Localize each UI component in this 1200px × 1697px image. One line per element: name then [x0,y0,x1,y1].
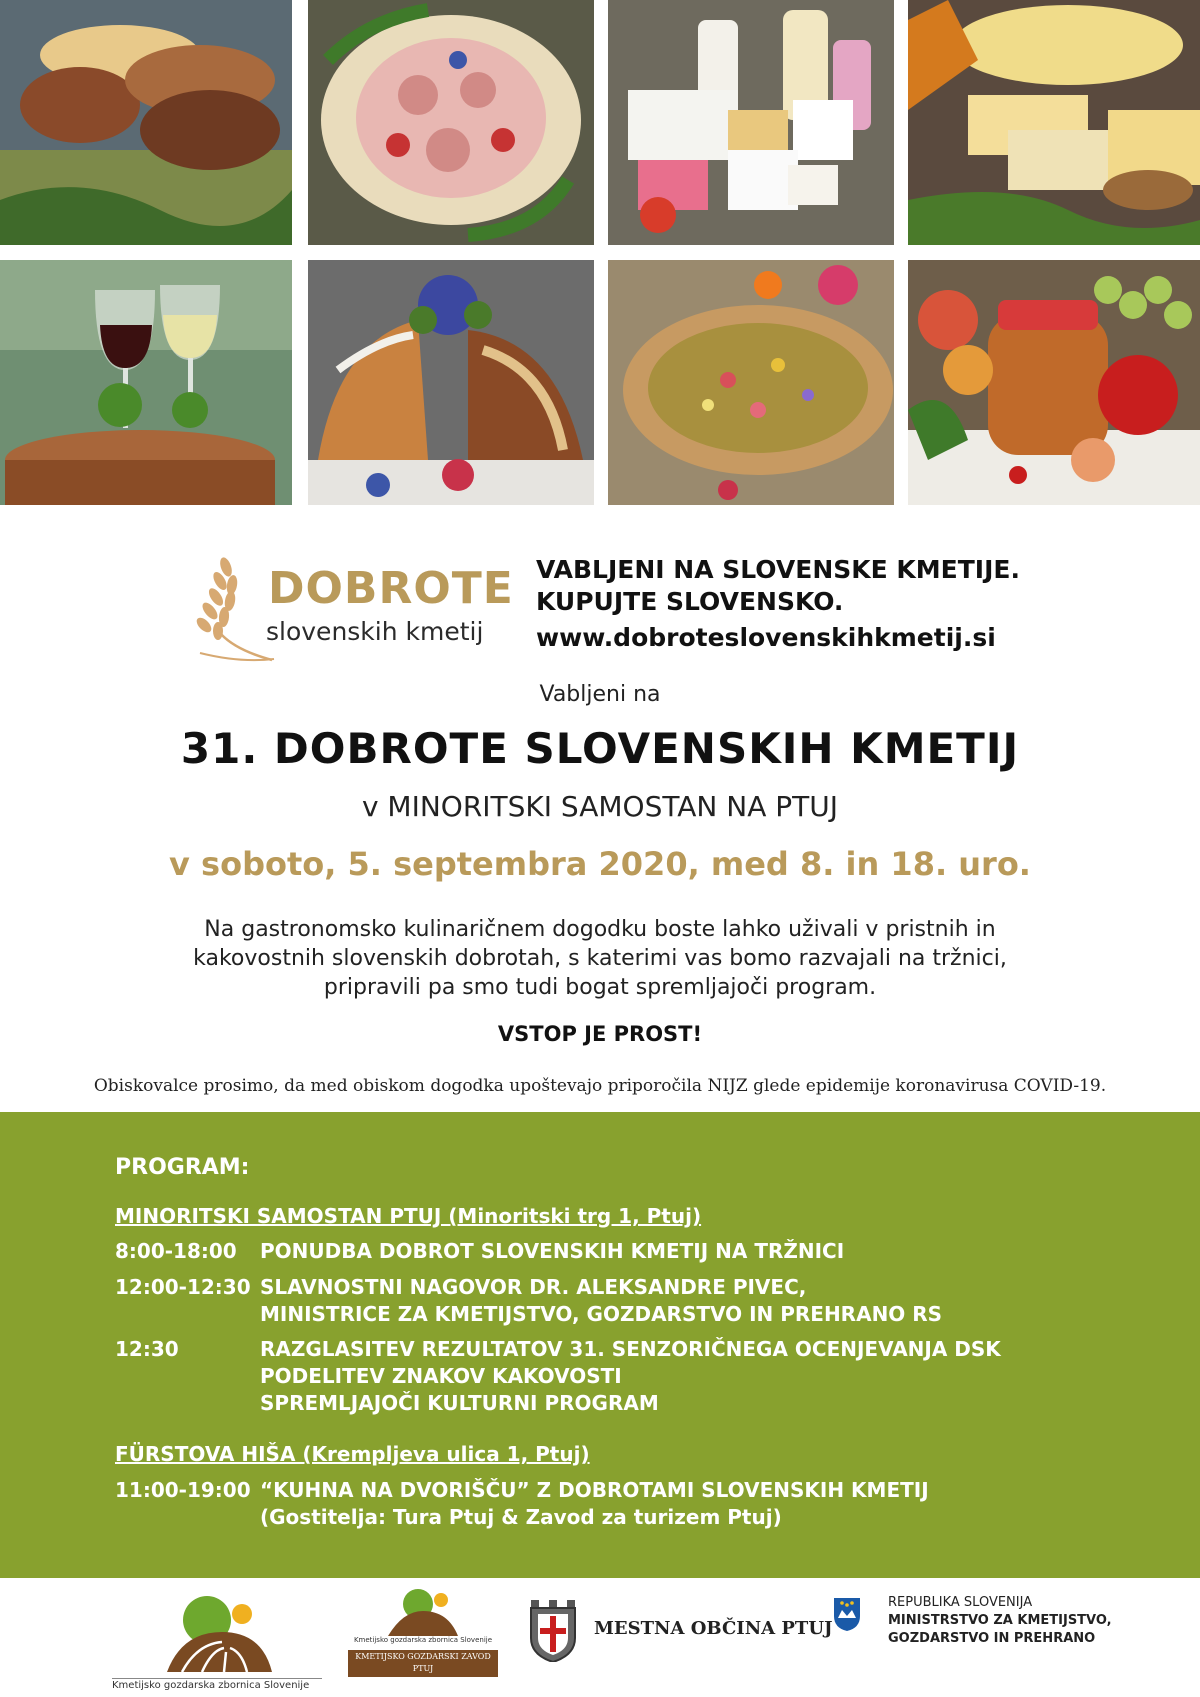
flower-tea-bowl-photo [608,260,894,505]
program-desc [260,1336,1160,1417]
program-line: SLAVNOSTNI NAGOVOR DR. ALEKSANDRE PIVEC, [260,1275,807,1299]
program-desc [260,1238,1160,1265]
jam-jar-photo [908,260,1200,505]
wheat-icon [190,555,275,670]
ministry-line1: REPUBLIKA SLOVENIJA [888,1595,1033,1610]
invite-text: Vabljeni na [539,682,661,707]
program-time: 12:00-12:30 [115,1275,251,1299]
venue-minoritski: MINORITSKI SAMOSTAN PTUJ (Minoritski trg 1, Ptuj) [115,1204,702,1228]
ptuj-logo [528,1600,833,1670]
program-desc [260,1274,1160,1328]
kgz-bottom-label [348,1650,498,1677]
dobrote-logo [190,555,514,665]
photo-grid [0,0,1200,505]
event-description [0,915,1200,1002]
description-line: kakovostnih slovenskih dobrotah, s katerimi vas bomo razvajali na tržnici, [193,946,1007,971]
program-line: “KUHNA NA DVORIŠČU” Z DOBROTAMI SLOVENSKIH KMETIJ [260,1478,929,1502]
program-line: RAZGLASITEV REZULTATOV 31. SENZORIČNEGA OCENJEVANJA DSK [260,1337,1001,1361]
kgzs-label: Kmetijsko gozdarska zbornica Slovenije [112,1678,322,1691]
event-location: v MINORITSKI SAMOSTAN NA PTUJ [361,790,839,823]
wine-glasses-photo [0,260,292,505]
cheese-photo [908,0,1200,245]
sponsor-logos [0,1578,1200,1697]
potica-cake-photo [308,260,594,505]
program-line: MINISTRICE ZA KMETIJSTVO, GOZDARSTVO IN PREHRANO RS [260,1302,943,1326]
program-time: 12:30 [115,1337,179,1361]
kgzs-logo [112,1592,322,1692]
ptuj-label: MESTNA OBČINA PTUJ [594,1618,833,1639]
program-heading: PROGRAM: [115,1155,250,1180]
program-time: 8:00-18:00 [115,1239,237,1263]
brand-title: DOBROTE [268,563,514,614]
kgz-top-label: Kmetijsko gozdarska zbornica Slovenije [353,1636,493,1644]
program-line: (Gostitelja: Tura Ptuj & Zavod za turizem Ptuj) [260,1505,782,1529]
tagline [536,554,1020,654]
description-line: pripravili pa smo tudi bogat spremljajoči program. [323,975,877,1000]
program-section [0,1112,1200,1578]
dairy-products-photo [608,0,894,245]
sausage-plate-photo [308,0,594,245]
event-date: v soboto, 5. septembra 2020, med 8. in 18. uro. [169,845,1031,883]
bread-photo [0,0,292,245]
venue-furstova: FÜRSTOVA HIŠA (Krempljeva ulica 1, Ptuj) [115,1442,590,1466]
kgz-ptuj-logo [348,1586,498,1694]
ministry-line3: GOZDARSTVO IN PREHRANO [888,1631,1096,1646]
ptuj-coat-of-arms-icon [528,1600,578,1662]
kgz-emblem-icon [348,1586,498,1636]
program-desc [260,1477,1160,1531]
ministry-line2: MINISTRSTVO ZA KMETIJSTVO, [888,1613,1112,1628]
ministry-text [888,1594,1112,1648]
program-line: PONUDBA DOBROT SLOVENSKIH KMETIJ NA TRŽNICI [260,1239,845,1263]
covid-note: Obiskovalce prosimo, da med obiskom dogodka upoštevajo priporočila NIJZ glede epidemije koronavirusa COVID-19. [93,1076,1107,1096]
slovenia-coat-of-arms-icon [832,1596,862,1632]
program-line: SPREMLJAJOČI KULTURNI PROGRAM [260,1391,659,1415]
kgzs-emblem-icon [112,1592,322,1672]
website-link[interactable]: www.dobroteslovenskihkmetij.si [536,623,996,652]
description-line: Na gastronomsko kulinaričnem dogodku boste lahko uživali v pristnih in [204,917,996,942]
brand-subtitle: slovenskih kmetij [266,617,484,646]
tagline-line1: VABLJENI NA SLOVENSKE KMETIJE. [536,555,1020,584]
kgz-bottom-line1: KMETIJSKO GOZDARSKI ZAVOD [355,1652,491,1661]
event-title: 31. DOBROTE SLOVENSKIH KMETIJ [180,724,1020,773]
ministry-logo [832,1590,1132,1670]
program-line: PODELITEV ZNAKOV KAKOVOSTI [260,1364,622,1388]
tagline-line2: KUPUJTE SLOVENSKO. [536,587,844,616]
free-entry: VSTOP JE PROST! [497,1022,703,1046]
kgz-bottom-line2: PTUJ [412,1664,434,1673]
program-time: 11:00-19:00 [115,1478,251,1502]
